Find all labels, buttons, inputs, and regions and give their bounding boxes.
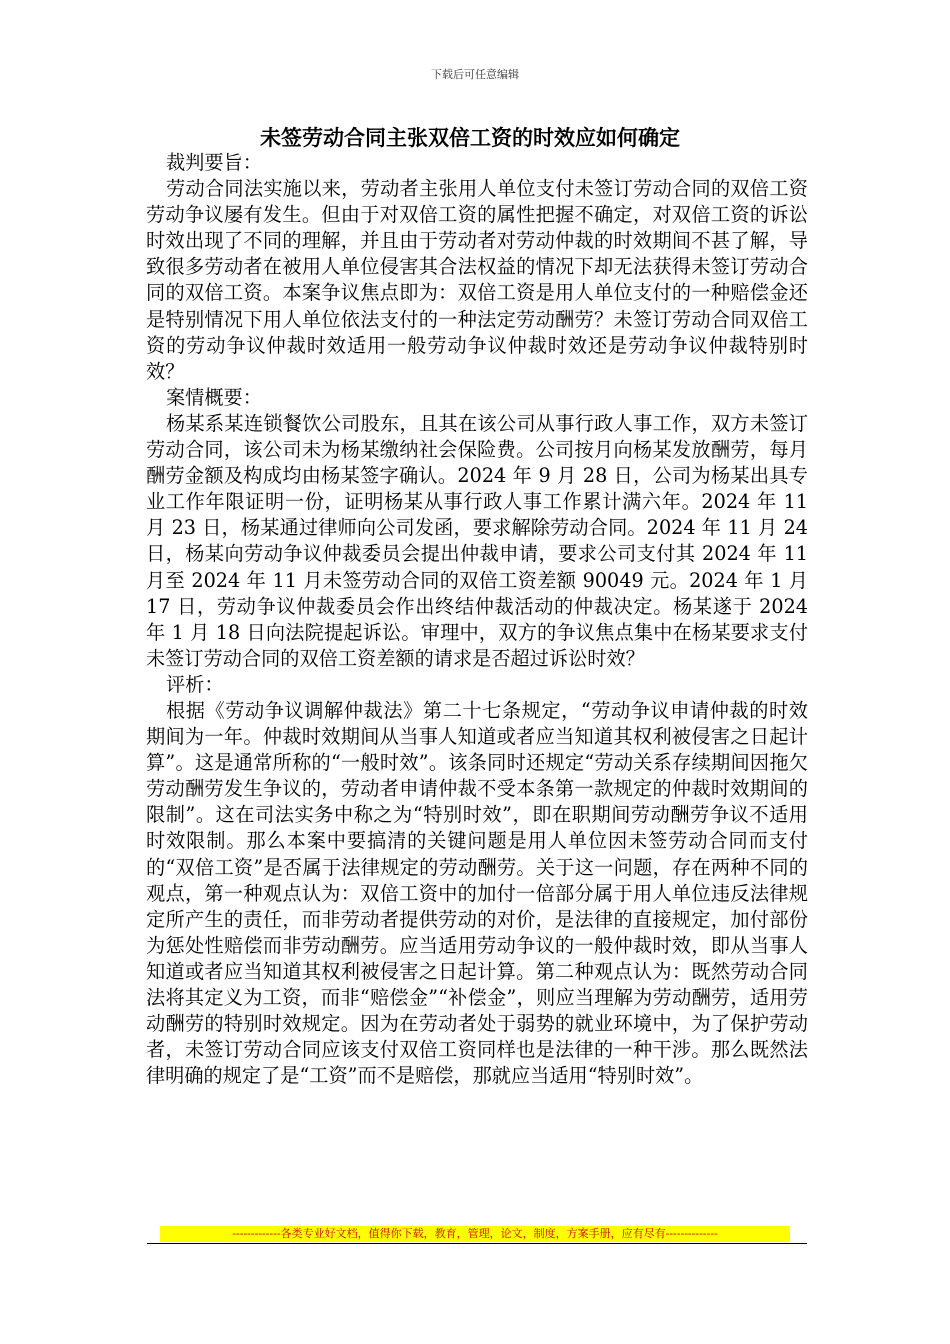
- document-title: 未签劳动合同主张双倍工资的时效应如何确定: [260, 125, 680, 150]
- paragraph-analysis: 根据《劳动争议调解仲裁法》第二十七条规定，“劳动争议申请仲裁的时效期间为一年。仲裁时效期间从当事人知道或者应当知道其权利被侵害之日起计算”。这是通常所称的“一般时效”。该条同时还规定“劳动关系存续期间因拖欠劳动酬劳发生争议的，劳动者申请仲裁不受本条第一款规定的仲裁时效期间的限制”。这在司法实务中称之为“特别时效”，即在职期间劳动酬劳争议不适用时效限制。那么本案中要搞清的关键问题是用人单位因未签劳动合同而支付的“双倍工资”是否属于法律规定的劳动酬劳。关于这一问题，存在两种不同的观点，第一种观点认为：双倍工资中的加付一倍部分属于用人单位违反法律规定所产生的责任，而非劳动者提供劳动的对价，是法律的直接规定，加付部份为惩处性赔偿而非劳动酬劳。应当适用劳动争议的一般仲裁时效，即从当事人知道或者应当知道其权利被侵害之日起计算。第二种观点认为：既然劳动合同法将其定义为工资，而非“赔偿金”“补偿金”，则应当理解为劳动酬劳，适用劳动酬劳的特别时效规定。因为在劳动者处于弱势的就业环境中，为了保护劳动者，未签订劳动合同应该支付双倍工资同样也是法律的一种干涉。那么既然法律明确的规定了是“工资”而不是赔偿，那就应当适用“特别时效”。: [146, 698, 808, 1088]
- header-note: 下载后可任意编辑: [431, 68, 519, 81]
- paragraph-case-summary: 杨某系某连锁餐饮公司股东，且其在该公司从事行政人事工作，双方未签订劳动合同，该公司未为杨某缴纳社会保险费。公司按月向杨某发放酬劳，每月酬劳金额及构成均由杨某签字确认。2024 年 9 月 28 日，公司为杨某出具专业工作年限证明一份，证明杨某从事行政人事工作累计满六年。2024 年 11 月 23 日，杨某通过律师向公司发函，要求解除劳动合同。2024 年 11 月 24 日，杨某向劳动争议仲裁委员会提出仲裁申请，要求公司支付其 2024 年 11 月至 2024 年 11 月未签劳动合同的双倍工资差额 90049 元。2024 年 1 月 17 日，劳动争议仲裁委员会作出终结仲裁活动的仲裁决定。杨某遂于 2024 年 1 月 18 日向法院提起诉讼。审理中，双方的争议焦点集中在杨某要求支付未签订劳动合同的双倍工资差额的请求是否超过诉讼时效？: [146, 411, 808, 670]
- section-heading-analysis: 评析：: [166, 672, 224, 696]
- paragraph-ruling-summary: 劳动合同法实施以来，劳动者主张用人单位支付未签订劳动合同的双倍工资劳动争议屡有发生。但由于对双倍工资的属性把握不确定，对双倍工资的诉讼时效出现了不同的理解，并且由于劳动者对劳动仲裁的时效期间不甚了解，导致很多劳动者在被用人单位侵害其合法权益的情况下却无法获得未签订劳动合同的双倍工资。本案争议焦点即为：双倍工资是用人单位支付的一种赔偿金还是特别情况下用人单位依法支付的一种法定劳动酬劳？未签订劳动合同双倍工资的劳动争议仲裁时效适用一般劳动争议仲裁时效还是劳动争议仲裁特别时效？: [146, 177, 808, 383]
- section-heading-case-summary: 案情概要：: [166, 385, 262, 409]
- section-heading-ruling-summary: 裁判要旨：: [166, 151, 262, 174]
- footer-banner: -------------各类专业好文档，值得你下载，教育，管理，论文，制度，方案手册，应有尽有--------------: [160, 1226, 790, 1242]
- footer-divider: [147, 1243, 807, 1244]
- document-body: [146, 150, 808, 1089]
